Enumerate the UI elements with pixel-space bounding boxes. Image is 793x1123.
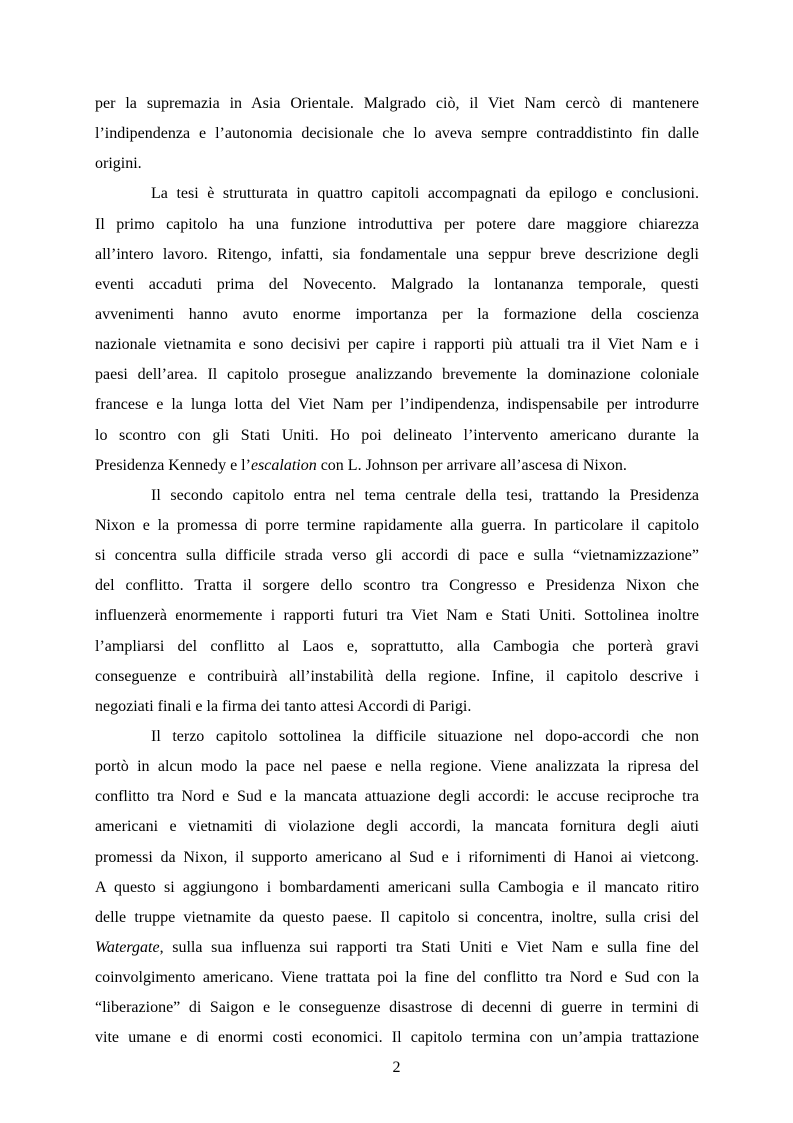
text-line: Il primo capitolo ha una funzione introduttiva per potere dare maggiore chiarezza [95, 215, 699, 233]
text-line: coinvolgimento americano. Viene trattata poi la fine del conflitto tra Nord e Sud con la [95, 969, 699, 987]
text-segment: con L. Johnson per arrivare all’ascesa di Nixon. [316, 456, 627, 474]
text-line: Il secondo capitolo entra nel tema centrale della tesi, trattando la Presidenza [151, 486, 699, 504]
text-line-mixed [95, 933, 699, 963]
text-line: si concentra sulla difficile strada verso gli accordi di pace e sulla “vietnamizzazione” [95, 547, 699, 565]
document-body [95, 89, 699, 1054]
text-line: nazionale vietnamita e sono decisivi per capire i rapporti più attuali tra il Viet Nam e i [95, 336, 699, 354]
text-line: l’indipendenza e l’autonomia decisionale che lo aveva sempre contraddistinto fin dalle [95, 125, 699, 143]
text-line: paesi dell’area. Il capitolo prosegue analizzando brevemente la dominazione coloniale [95, 366, 699, 384]
italic-term: Watergate [95, 938, 160, 956]
text-line: Il terzo capitolo sottolinea la difficile situazione nel dopo-accordi che non [151, 727, 699, 745]
text-line-mixed [95, 451, 699, 481]
text-line: lo scontro con gli Stati Uniti. Ho poi delineato l’intervento americano durante la [95, 426, 699, 444]
text-line: influenzerà enormemente i rapporti futuri tra Viet Nam e Stati Uniti. Sottolinea inoltre [95, 607, 699, 625]
italic-term: escalation [250, 456, 317, 474]
text-line: conseguenze e contribuirà all’instabilità della regione. Infine, il capitolo descrive i [95, 667, 699, 685]
text-line: l’ampliarsi del conflitto al Laos e, soprattutto, alla Cambogia che porterà gravi [95, 637, 699, 655]
text-segment: Presidenza Kennedy e l’ [95, 456, 251, 474]
text-line: “liberazione” di Saigon e le conseguenze disastrose di decenni di guerre in termini di [95, 999, 699, 1017]
text-line: per la supremazia in Asia Orientale. Malgrado ciò, il Viet Nam cercò di mantenere [95, 95, 699, 112]
text-segment: , sulla sua influenza sui rapporti tra Stati Uniti e Viet Nam e sulla fine del [159, 938, 699, 956]
text-line: vite umane e di enormi costi economici. Il capitolo termina con un’ampia trattazione [95, 1029, 699, 1047]
text-line: Nixon e la promessa di porre termine rapidamente alla guerra. In particolare il capitolo [95, 516, 699, 534]
text-line: americani e vietnamiti di violazione degli accordi, la mancata fornitura degli aiuti [95, 818, 699, 836]
text-line: A questo si aggiungono i bombardamenti americani sulla Cambogia e il mancato ritiro [95, 878, 699, 896]
text-line: promessi da Nixon, il supporto americano al Sud e i rifornimenti di Hanoi ai vietcong. [95, 848, 699, 866]
text-line: origini. [95, 155, 142, 173]
text-line: portò in alcun modo la pace nel paese e nella regione. Viene analizzata la ripresa del [95, 758, 699, 776]
text-line: negoziati finali e la firma dei tanto attesi Accordi di Parigi. [95, 697, 472, 715]
text-line: La tesi è strutturata in quattro capitoli accompagnati da epilogo e conclusioni. [151, 185, 699, 203]
text-line: all’intero lavoro. Ritengo, infatti, sia fondamentale una seppur breve descrizione degli [95, 245, 699, 263]
text-line: del conflitto. Tratta il sorgere dello scontro tra Congresso e Presidenza Nixon che [95, 577, 699, 595]
text-line: conflitto tra Nord e Sud e la mancata attuazione degli accordi: le accuse reciproche tra [95, 788, 699, 806]
page-number: 2 [392, 1059, 401, 1076]
text-line: francese e la lunga lotta del Viet Nam per l’indipendenza, indispensabile per introdurre [95, 396, 699, 414]
text-line: avvenimenti hanno avuto enorme importanza per la formazione della coscienza [95, 305, 699, 323]
text-line: eventi accaduti prima del Novecento. Malgrado la lontananza temporale, questi [95, 275, 699, 293]
text-line: delle truppe vietnamite da questo paese. Il capitolo si concentra, inoltre, sulla crisi del [95, 908, 699, 926]
